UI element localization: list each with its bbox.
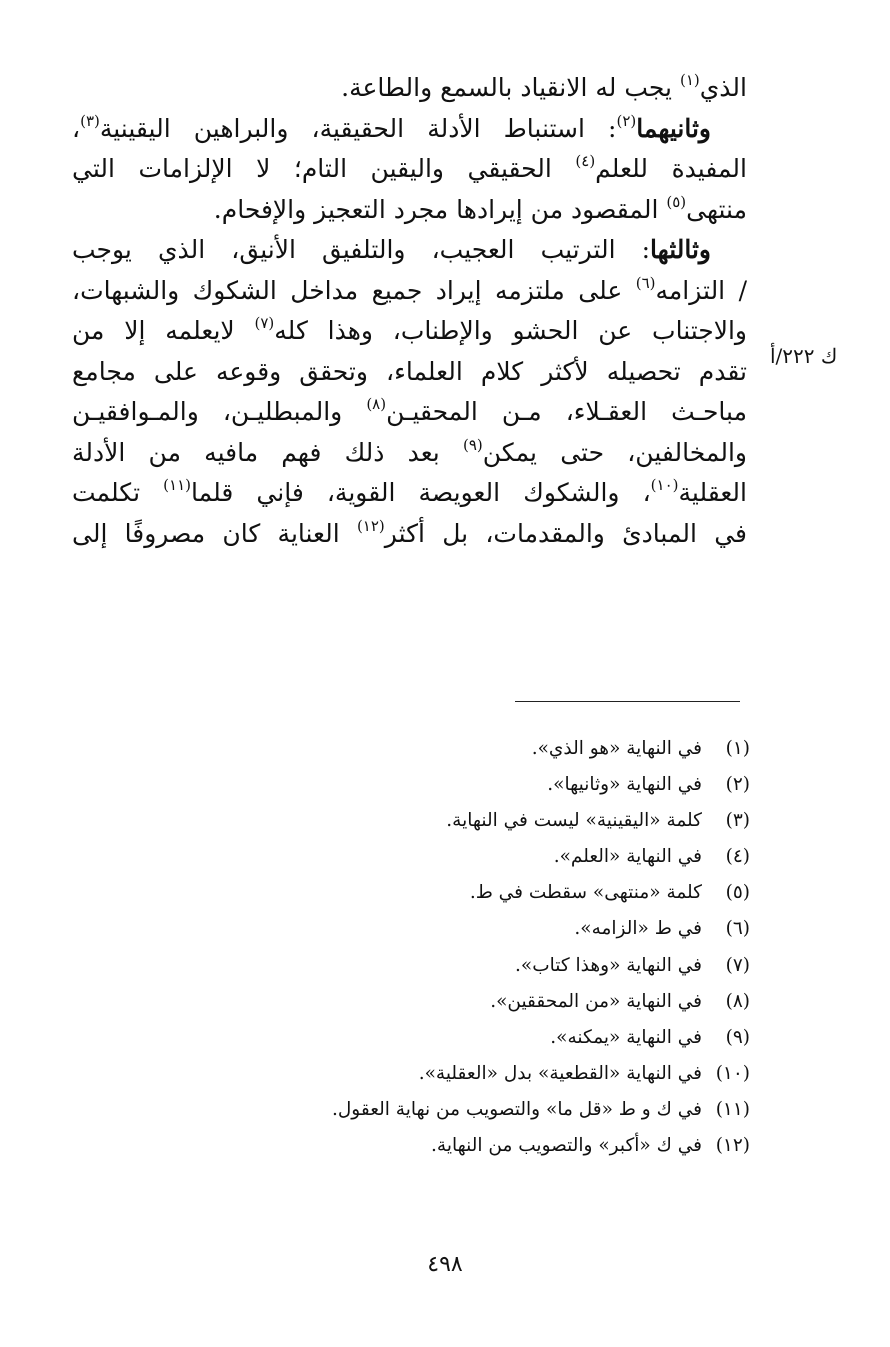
text-line — [72, 230, 747, 271]
footnote — [332, 911, 750, 947]
footnote-marker: (٣) — [80, 111, 100, 130]
text-segment: مباحـث العقـلاء، مـن المحقيـن — [386, 397, 747, 426]
text-line — [72, 149, 747, 190]
text-line — [72, 68, 747, 109]
footnote — [332, 803, 750, 839]
footnote — [332, 731, 750, 767]
footnote-text: في ك «أكبر» والتصويب من النهاية. — [431, 1135, 702, 1157]
footnote — [332, 875, 750, 911]
text-segment: يجب له الانقياد بالسمع والطاعة. — [341, 73, 680, 102]
footnote-marker: (٨) — [366, 395, 387, 413]
footnote — [332, 984, 750, 1020]
footnote-number: (٩) — [725, 1026, 750, 1048]
text-line — [72, 352, 747, 393]
text-segment: : الترتيب العجيب، والتلفيق الأنيق، الذي يوجب — [72, 235, 651, 264]
text-segment: وثالثها — [650, 235, 711, 264]
main-text — [72, 68, 747, 554]
footnote-marker: (١) — [679, 71, 700, 89]
footnote-number: (١١) — [715, 1098, 750, 1120]
footnotes — [332, 731, 750, 1164]
footnote-text: في ط «الزامه». — [574, 918, 702, 940]
footnote-text: في النهاية «يمكنه». — [550, 1026, 702, 1048]
text-segment: : استنباط الأدلة الحقيقية، والبراهين اليقينية — [99, 113, 617, 143]
footnote-number: (٨) — [725, 990, 750, 1012]
footnote — [332, 1092, 750, 1128]
text-segment: والمخالفين، حتى يمكن — [482, 437, 747, 467]
footnote — [332, 1056, 750, 1092]
text-line — [72, 473, 747, 514]
footnote-number: (٥) — [725, 882, 750, 904]
text-segment: العناية كان مصروفًا إلى — [72, 518, 357, 548]
footnote-marker: (١١) — [163, 476, 191, 494]
text-line — [72, 109, 747, 150]
text-line — [72, 190, 747, 231]
text-segment: المفيدة للعلم — [595, 154, 747, 183]
text-segment: المقصود من إيرادها مجرد التعجيز والإفحام. — [213, 194, 667, 224]
footnote-text: في ك و ط «قل ما» والتصويب من نهاية العقول. — [331, 1098, 702, 1120]
footnote-number: (٤) — [725, 846, 750, 868]
text-segment: وثانيهما — [636, 113, 711, 143]
footnote — [332, 839, 750, 875]
text-segment: والمبطليـن، والمـوافقيـن — [72, 397, 367, 426]
footnote-marker: (٥) — [666, 192, 687, 211]
footnote-text: كلمة «اليقينية» ليست في النهاية. — [446, 810, 702, 832]
footnote — [332, 767, 750, 803]
text-segment: والاجتناب عن الحشو والإطناب، وهذا كله — [274, 316, 748, 345]
footnote-marker: (١٢) — [356, 516, 385, 535]
footnote — [332, 1020, 750, 1056]
text-segment: منتهى — [686, 194, 747, 224]
text-segment: لايعلمه إلا من — [72, 316, 255, 345]
footnote-text: في النهاية «من المحققين». — [490, 990, 702, 1012]
text-segment: ، والشكوك العويصة القوية، فإني قلما — [191, 478, 651, 507]
text-segment: الذي — [699, 73, 747, 102]
footnote-number: (١٠) — [715, 1062, 750, 1084]
text-segment: تكلمت — [72, 478, 164, 507]
footnote-number: (٢) — [725, 774, 750, 796]
footnote-number: (١) — [725, 738, 750, 759]
footnote-marker: (٦) — [635, 273, 656, 292]
footnote-marker: (٧) — [254, 314, 275, 332]
footnote-marker: (١٠) — [650, 476, 679, 494]
footnote-number: (٦) — [725, 918, 750, 940]
footnote-number: (٧) — [725, 954, 750, 976]
text-segment: تقدم تحصيله لأكثر كلام العلماء، وتحقق وقوعه على مجامع — [72, 356, 747, 386]
text-line — [72, 271, 747, 312]
text-line — [72, 392, 747, 433]
text-segment: العقلية — [678, 478, 747, 507]
footnote-separator — [515, 701, 740, 702]
footnote-text: في النهاية «القطعية» بدل «العقلية». — [418, 1062, 702, 1084]
text-segment: في المبادئ والمقدمات، بل أكثر — [384, 518, 747, 548]
footnote-number: (١٢) — [715, 1135, 750, 1157]
manuscript-folio-note: ك ٢٢٢/أ — [770, 344, 838, 368]
page-number: ٤٩٨ — [427, 1252, 463, 1277]
footnote-text: في النهاية «هو الذي». — [531, 738, 702, 759]
text-segment: الحقيقي واليقين التام؛ لا الإلزامات التي — [72, 154, 576, 183]
footnote-marker: (٤) — [575, 152, 596, 170]
footnote-text: في النهاية «وثانيها». — [547, 774, 702, 796]
text-segment: على ملتزمه إيراد جميع مداخل الشكوك والشبهات، — [72, 275, 636, 305]
footnote-text: في النهاية «العلم». — [553, 846, 702, 868]
text-line — [72, 514, 747, 555]
text-line — [72, 311, 747, 352]
footnote-text: في النهاية «وهذا كتاب». — [515, 954, 702, 976]
footnote — [332, 948, 750, 984]
text-segment: / التزامه — [655, 275, 747, 305]
text-line — [72, 433, 747, 474]
footnote-number: (٣) — [725, 810, 750, 832]
footnote — [332, 1128, 750, 1164]
footnote-marker: (٢) — [616, 111, 637, 130]
text-segment: ، — [72, 113, 81, 143]
footnote-marker: (٩) — [462, 435, 483, 454]
footnote-text: كلمة «منتهى» سقطت في ط. — [469, 882, 702, 904]
text-segment: بعد ذلك فهم مافيه من الأدلة — [72, 437, 463, 467]
